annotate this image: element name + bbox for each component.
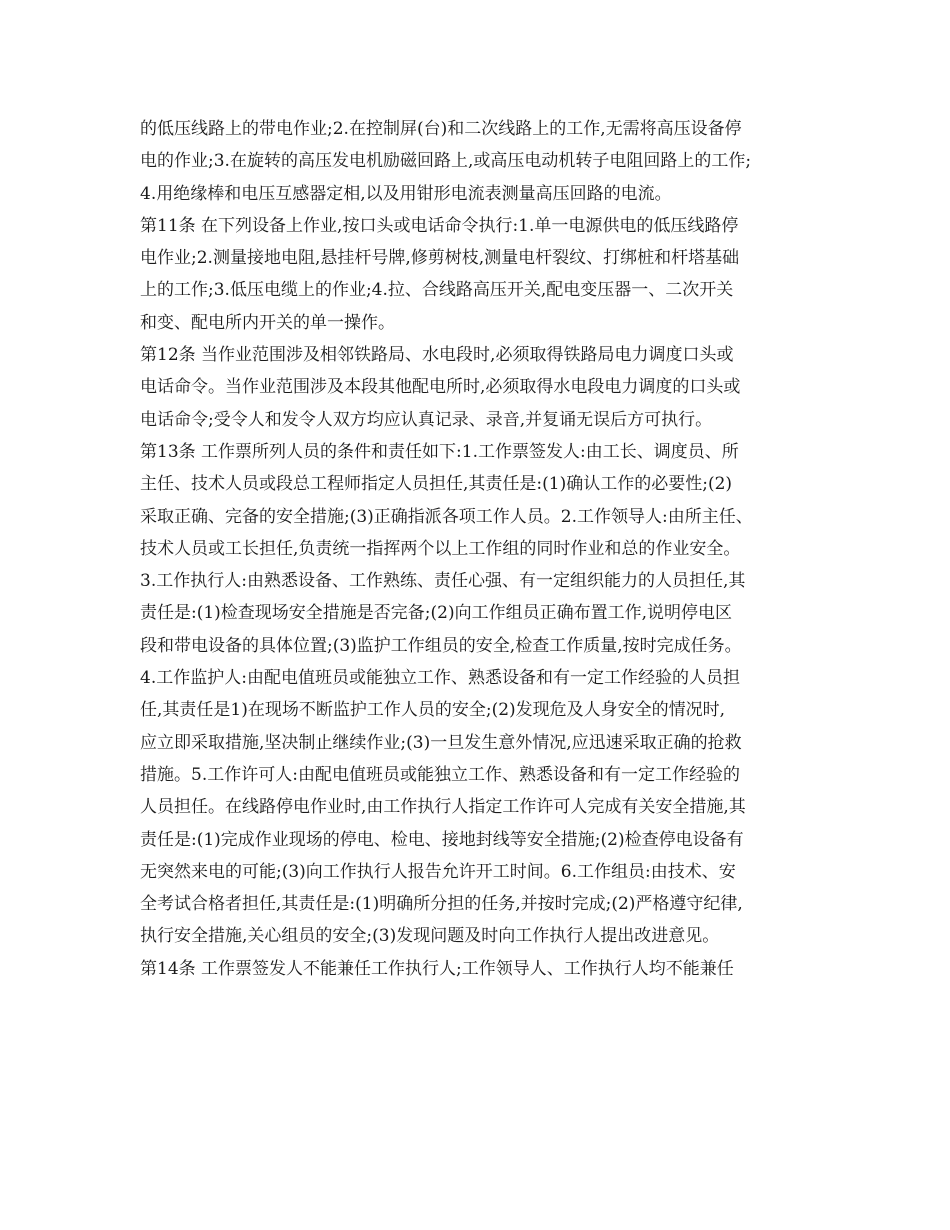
document-body (140, 113, 830, 985)
text-line: 第14条 工作票签发人不能兼任工作执行人;工作领导人、工作执行人均不能兼任 (140, 958, 734, 979)
text-line: 主任、技术人员或段总工程师指定人员担任,其责任是:(1)确认工作的必要性;(2) (140, 474, 733, 495)
text-line: 责任是:(1)完成作业现场的停电、检电、接地封线等安全措施;(2)检查停电设备有 (140, 829, 744, 850)
text-line: 4.工作监护人:由配电值班员或能独立工作、熟悉设备和有一定工作经验的人员担 (140, 668, 740, 689)
text-line: 第11条 在下列设备上作业,按口头或电话命令执行:1.单一电源供电的低压线路停 (140, 215, 739, 236)
text-line: 电作业;2.测量接地电阻,悬挂杆号牌,修剪树枝,测量电杆裂纹、打绑桩和杆塔基础 (140, 248, 740, 269)
text-line: 技术人员或工长担任,负责统一指挥两个以上工作组的同时作业和总的作业安全。 (140, 538, 741, 559)
text-line: 4.用绝缘棒和电压互感器定相,以及用钳形电流表测量高压回路的电流。 (140, 183, 672, 204)
text-line: 措施。5.工作许可人:由配电值班员或能独立工作、熟悉设备和有一定工作经验的 (140, 764, 740, 785)
text-line: 电的作业;3.在旋转的高压发电机励磁回路上,或高压电动机转子电阻回路上的工作; (140, 151, 752, 172)
text-line: 无突然来电的可能;(3)向工作执行人报告允许开工时间。6.工作组员:由技术、安 (140, 861, 736, 882)
text-line: 应立即采取措施,坚决制止继续作业;(3)一旦发生意外情况,应迅速采取正确的抢救 (140, 732, 742, 753)
text-line: 电话命令。当作业范围涉及本段其他配电所时,必须取得水电段电力调度的口头或 (140, 377, 741, 398)
text-line: 采取正确、完备的安全措施;(3)正确指派各项工作人员。2.工作领导人:由所主任、 (140, 506, 753, 527)
text-line: 段和带电设备的具体位置;(3)监护工作组员的安全,检查工作质量,按时完成任务。 (140, 635, 742, 656)
text-line: 3.工作执行人:由熟悉设备、工作熟练、责任心强、有一定组织能力的人员担任,其 (140, 571, 746, 592)
text-line: 的低压线路上的带电作业;2.在控制屏(台)和二次线路上的工作,无需将高压设备停 (140, 119, 742, 139)
text-line: 电话命令;受令人和发令人双方均应认真记录、录音,并复诵无误后方可执行。 (140, 409, 713, 430)
text-line: 第12条 当作业范围涉及相邻铁路局、水电段时,必须取得铁路局电力调度口头或 (140, 345, 734, 366)
text-line: 第13条 工作票所列人员的条件和责任如下:1.工作票签发人:由工长、调度员、所 (140, 441, 739, 462)
text-line: 任,其责任是1)在现场不断监护工作人员的安全;(2)发现危及人身安全的情况时, (140, 700, 726, 721)
text-line: 执行安全措施,关心组员的安全;(3)发现问题及时向工作执行人提出改进意见。 (140, 926, 720, 947)
text-line: 全考试合格者担任,其责任是:(1)明确所分担的任务,并按时完成;(2)严格遵守纪律, (140, 894, 743, 915)
text-line: 和变、配电所内开关的单一操作。 (140, 312, 395, 333)
text-line: 责任是:(1)检查现场安全措施是否完备;(2)向工作组员正确布置工作,说明停电区 (140, 603, 733, 624)
text-line: 人员担任。在线路停电作业时,由工作执行人指定工作许可人完成有关安全措施,其 (140, 797, 746, 818)
text-line: 上的工作;3.低压电缆上的作业;4.拉、合线路高压开关,配电变压器一、二次开关 (140, 280, 734, 301)
